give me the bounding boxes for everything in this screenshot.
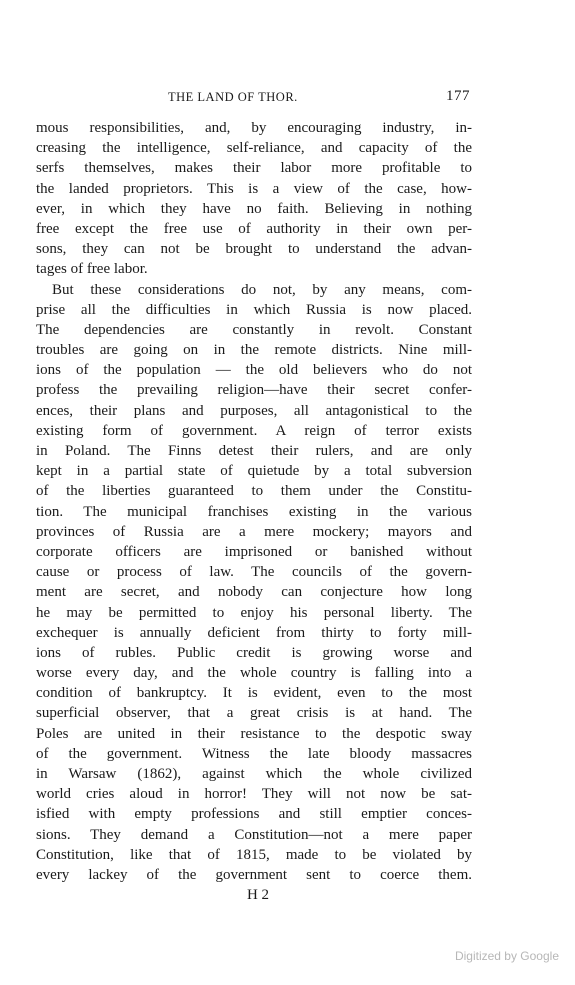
text-line: in Poland. The Finns detest their rulers, and are only bbox=[36, 443, 472, 459]
book-page bbox=[36, 86, 472, 905]
text-line: the landed proprietors. This is a view of the case, how- bbox=[36, 180, 472, 197]
text-line: condition of bankruptcy. It is evident, even to the most bbox=[36, 685, 472, 702]
text-line: tages of free labor. bbox=[36, 261, 148, 278]
text-line: ever, in which they have no faith. Believing in nothing bbox=[36, 200, 472, 217]
text-line: provinces of Russia are a mere mockery; mayors and bbox=[36, 523, 472, 540]
text-line: mous responsibilities, and, by encouraging industry, in- bbox=[36, 120, 472, 136]
text-line: sons, they can not be brought to understand the advan- bbox=[36, 241, 472, 258]
running-head bbox=[36, 86, 472, 110]
text-line: every lackey of the government sent to coerce them. bbox=[36, 866, 472, 883]
text-line: world cries aloud in horror! They will not now be sat- bbox=[36, 786, 472, 803]
text-line: tion. The municipal franchises existing in the various bbox=[36, 503, 472, 520]
text-line: he may be permitted to enjoy his personal liberty. The bbox=[36, 604, 472, 621]
text-line: worse every day, and the whole country is falling into a bbox=[36, 665, 472, 682]
text-line: ions of rubles. Public credit is growing worse and bbox=[36, 644, 472, 661]
text-line: Poles are united in their resistance to the despotic sway bbox=[36, 725, 472, 742]
text-line: creasing the intelligence, self-reliance, and capacity of the bbox=[36, 140, 472, 157]
text-line: prise all the difficulties in which Russia is now placed. bbox=[36, 301, 472, 318]
running-title: THE LAND OF THOR. bbox=[168, 90, 298, 104]
text-line: ences, their plans and purposes, all antagonistical to the bbox=[36, 402, 472, 419]
text-line: ment are secret, and nobody can conjecture how long bbox=[36, 584, 472, 601]
page-number: 177 bbox=[446, 88, 470, 104]
text-line: exchequer is annually deficient from thirty to forty mill- bbox=[36, 624, 472, 641]
text-line: Constitution, like that of 1815, made to be violated by bbox=[36, 846, 472, 863]
text-line: isfied with empty professions and still emptier conces- bbox=[36, 806, 472, 823]
text-line: sions. They demand a Constitution—not a mere paper bbox=[36, 826, 472, 843]
text-line: in Warsaw (1862), against which the whole civilized bbox=[36, 766, 472, 782]
text-line: of the liberties guaranteed to them under the Constitu- bbox=[36, 483, 472, 500]
text-line: cause or process of law. The councils of the govern- bbox=[36, 564, 472, 581]
text-line: existing form of government. A reign of terror exists bbox=[36, 422, 472, 439]
paragraph-start-line: But these considerations do not, by any means, com- bbox=[52, 281, 472, 298]
text-line: superficial observer, that a great crisis is at hand. The bbox=[36, 705, 472, 722]
text-line: corporate officers are imprisoned or banished without bbox=[36, 543, 472, 560]
text-line: free except the free use of authority in their own per- bbox=[36, 220, 472, 237]
body-text bbox=[36, 118, 472, 885]
signature-mark: H 2 bbox=[246, 887, 270, 904]
text-line: ions of the population — the old believers who do not bbox=[36, 362, 472, 379]
text-line: serfs themselves, makes their labor more profitable to bbox=[36, 160, 472, 177]
text-line: The dependencies are constantly in revolt. Constant bbox=[36, 321, 472, 338]
text-line: of the government. Witness the late bloody massacres bbox=[36, 745, 472, 762]
text-line: profess the prevailing religion—have their secret confer- bbox=[36, 382, 472, 399]
text-line: kept in a partial state of quietude by a total subversion bbox=[36, 463, 472, 480]
digitized-watermark: Digitized by Google bbox=[454, 949, 559, 963]
text-line: troubles are going on in the remote districts. Nine mill- bbox=[36, 342, 472, 359]
